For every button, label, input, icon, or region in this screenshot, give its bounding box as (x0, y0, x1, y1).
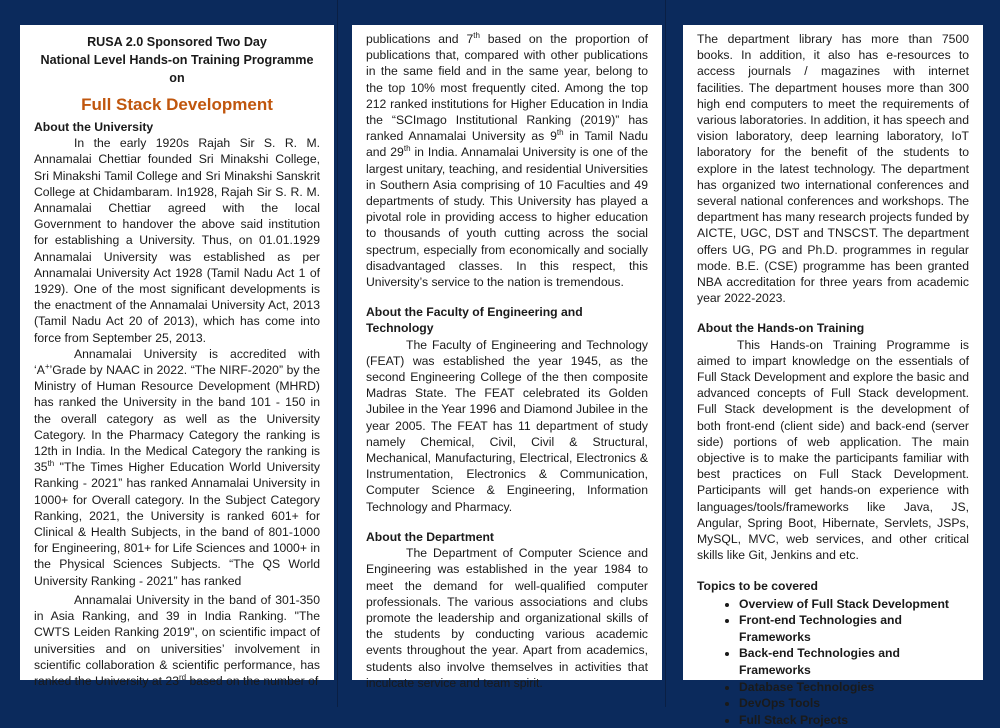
header-line-2: National Level Hands-on Training Programme (40, 53, 314, 67)
university-paragraph-1: In the early 1920s Rajah Sir S. R. M. Annamalai Chettiar founded Sri Minakshi College, Sri Minakshi Tamil College and Sri Minakshi Sanskrit College at Chidambaram. In1928, Rajah Sir S. R. M. Annamalai Chettiar agreed with the local Government to handover the above said institution for establishing a University. Thus, on 01.01.1929 Annamalai University was established as per Annamalai University Act 1928 (Tamil Nadu Act 1 of 1929). One of the most significant developments is the enactment of the Annamalai University Act, 2013 (Tamil Nadu Act 20 of 2013), which has come into force from September 25, 2013. (34, 136, 320, 345)
heading-about-department: About the Department (366, 529, 494, 544)
panel-middle (352, 25, 662, 690)
topic-item: • Overview of Full Stack Development (739, 596, 969, 613)
library-paragraph: The department library has more than 7500 books. In addition, it also has e-resources to access journals / magazines with internet facilities. The department houses more than 300 high end computers to meet the requirements of various laboratories. In addition, it has speech and vision laboratory, deep learning laboratory, IoT laboratory for the benefit of the students to explore in the latest technology. The department has organized two international conferences and several national conferences and workshops. The department has many research projects funded by AICTE, UGC, DST and TNSCST. The department offers UG, PG and Ph.D. programmes in regular mode. B.E. (CSE) programme has been granted NBA accreditation for three years from academic year 2022-2023. (697, 32, 969, 306)
header-line-1: RUSA 2.0 Sponsored Two Day (87, 35, 267, 49)
topic-item: • Database Technologies (739, 679, 969, 696)
program-title: Full Stack Development (81, 95, 273, 114)
heading-topics: Topics to be covered (697, 578, 818, 593)
heading-about-university: About the University (34, 120, 154, 134)
panel-right (683, 25, 983, 727)
faculty-paragraph: The Faculty of Engineering and Technology (FEAT) was established the year 1945, as the second Engineering College of the then composite Madras State. The FEAT celebrated its Golden Jubilee in the Year 1996 and Diamond Jubilee in the year 2005. The FEAT has 11 department of study namely Chemical, Civil, Civil & Structural, Mechanical, Manufacturing, Electrical, Electronics & Instrumentation, Electronics & Communication, Computer Science & Engineering, Information Technology and Pharmacy. (366, 337, 648, 514)
university-paragraph-3: Annamalai University in the band of 301-350 in Asia Ranking, and 39 in India Ranking. "The CWTS Leiden Ranking 2019", on scientific impact of universities and on universities’ involvement in scientific collaboration & scientific performance, has ranked the University at 23rd based on the number of (34, 592, 320, 688)
topic-item: • Front-end Technologies and Frameworks (739, 612, 969, 645)
header-line-3: on (169, 71, 185, 85)
topic-item: • Back-end Technologies and Frameworks (739, 645, 969, 678)
heading-about-training: About the Hands-on Training (697, 321, 865, 336)
university-paragraph-2: Annamalai University is accredited with ‘A+’Grade by NAAC in 2022. “The NIRF-2020” by the Ministry of Human Resource Development (MHRD) has ranked the University in the band 101 - 150 in the overall category as well as the University Category. In the Pharmacy Category the ranking is 12th in India. In the Medical Category the ranking is 35th "The Times Higher Education World University Ranking - 2021” has ranked Annamalai University in 1000+ for Overall category. In the Subject Category Ranking, 2021, the University is ranked 601+ for Clinical & Health Subjects, in the band of 801-1000 for Engineering, 801+ for Life Sciences and 1000+ in the Physical Sciences Subjects. “The QS World University Ranking - 2021” has ranked (34, 346, 320, 588)
training-paragraph: This Hands-on Training Programme is aimed to impart knowledge on the essentials of Full Stack Development and explore the basic and advanced concepts of Full Stack development. Full Stack development is the development of both front-end (client side) and back-end (server side) portions of web application. The main objective is to make the participants familiar with best practices on Full Stack Development. Participants will get hands-on experience with languages/tools/frameworks like Java, JS, Angular, Spring Boot, Hibernate, Servlets, JSPs, MySQL, MVC, web services, and other critical skills like Git, Jenkins and etc. (697, 337, 969, 563)
topic-item: • DevOps Tools (739, 695, 969, 712)
university-paragraph-continued: publications and 7th based on the proportion of publications that, compared with other publications in the same field and in the same year, belong to the top 10% most frequently cited. Among the top 212 ranked institutions for Higher Education in India the “SCImago Institutional Ranking (2019)” has ranked Annamalai University as 9th in Tamil Nadu and 29th in India. Annamalai University is one of the largest unitary, teaching, and residential Universities in Southern Asia comprising of 10 Faculties and 49 departments of study. This University has played a pivotal role in providing access to higher education to thousands of youth cutting across the social spectrum, especially from economically and socially disadvantaged classes. In this respect, this University’s service to the nation is tremendous. (366, 30, 649, 290)
heading-about-faculty: About the Faculty of Engineering and Technology (366, 305, 583, 336)
panel-left (20, 25, 334, 688)
fold-line-left (337, 0, 338, 707)
topics-list (697, 596, 969, 728)
department-paragraph: The Department of Computer Science and Engineering was established in the year 1984 to meet the demand for well-qualified computer professionals. The various associations and clubs promote the leadership and organizational skills of the students by conducting various academic events throughout the year. Apart from academics, students also involve themselves in activities that inculcate service and team spirit. (366, 546, 648, 690)
topic-item: • Full Stack Projects (739, 712, 969, 728)
fold-line-right (665, 0, 666, 707)
